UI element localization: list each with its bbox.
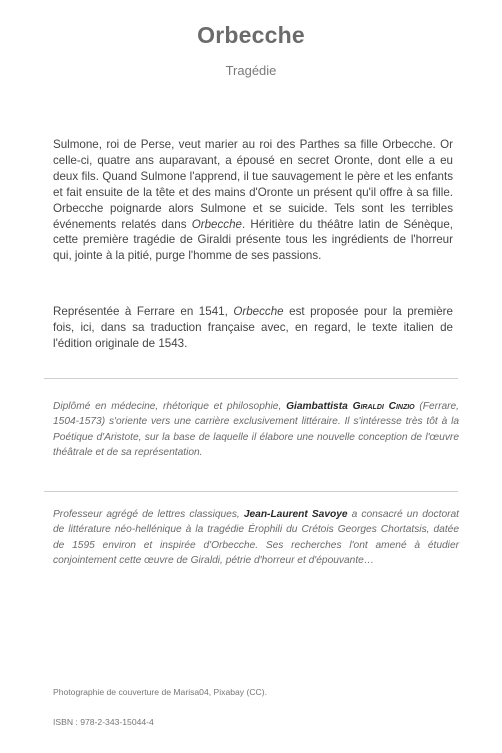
work-title-italic: Orbecche (233, 305, 284, 318)
translator-name: Jean-Laurent Savoye (243, 509, 348, 520)
bio-text: (Ferrare, 1504-1573) s'oriente vers une carrière exclusivement littéraire. Il s'intéresse très tôt à la Poétique d'Aristote, sur la base de laquelle il élabore une nouvelle conception de l'œuvre théâtrale et de sa représentation. (53, 401, 460, 459)
author-last-name: Giraldi Cinzio (352, 401, 415, 412)
summary-text: est proposée pour la première fois, ici, dans sa traduction française avec, en regard, le texte italien de l'édition originale de 1543. (53, 305, 453, 350)
summary-text: . Héritière du théâtre latin de Sénèque, cette première tragédie de Giraldi présente tous les ingrédients de l'horreur qui, jointe à la pitié, purge l'homme de ses passions. (53, 217, 453, 263)
summary-paragraph-2 (53, 304, 453, 352)
book-subtitle: Tragédie (225, 63, 277, 78)
summary-text: Représentée à Ferrare en 1541, (53, 305, 234, 318)
photo-credit: Photographie de couverture de Marisa04, Pixabay (CC). (53, 687, 268, 697)
work-title-italic: Orbecche (191, 217, 242, 231)
divider (44, 491, 458, 492)
bio-text: a consacré un doctorat de littérature néo-hellénique à la tragédie Érophili du Crétois Georges Chortatsis, datée de 1595 environ et inspirée d'Orbecche. Ses recherches l'ont amené à étudier conjointement cette œuvre de Giraldi, pétrie d'horreur et d'épouvante… (53, 509, 460, 567)
author-name (286, 401, 415, 412)
author-first-name: Giambattista (286, 401, 353, 412)
book-title: Orbecche (197, 22, 305, 48)
author-bio-giraldi (53, 399, 459, 461)
bio-text: Diplômé en médecine, rhétorique et philosophie, (53, 401, 287, 412)
bio-text: Professeur agrégé de lettres classiques, (53, 509, 244, 520)
isbn: ISBN : 978-2-343-15044-4 (53, 717, 154, 727)
summary-text: Sulmone, roi de Perse, veut marier au roi des Parthes sa fille Orbecche. Or celle-ci, quatre ans auparavant, a épousé en secret Oronte, dont elle a eu deux fils. Quand Sulmone l'apprend, il tue sauvagement le père et les enfants et fait ensuite de la tête et des mains d'Oronte un présent qu'il offre à sa fille. Orbecche poignarde alors Sulmone et se suicide. Tels sont les terribles événements relatés dans (53, 138, 453, 231)
translator-bio-savoye (53, 507, 459, 569)
divider (44, 378, 458, 379)
summary-paragraph-1 (53, 137, 453, 264)
